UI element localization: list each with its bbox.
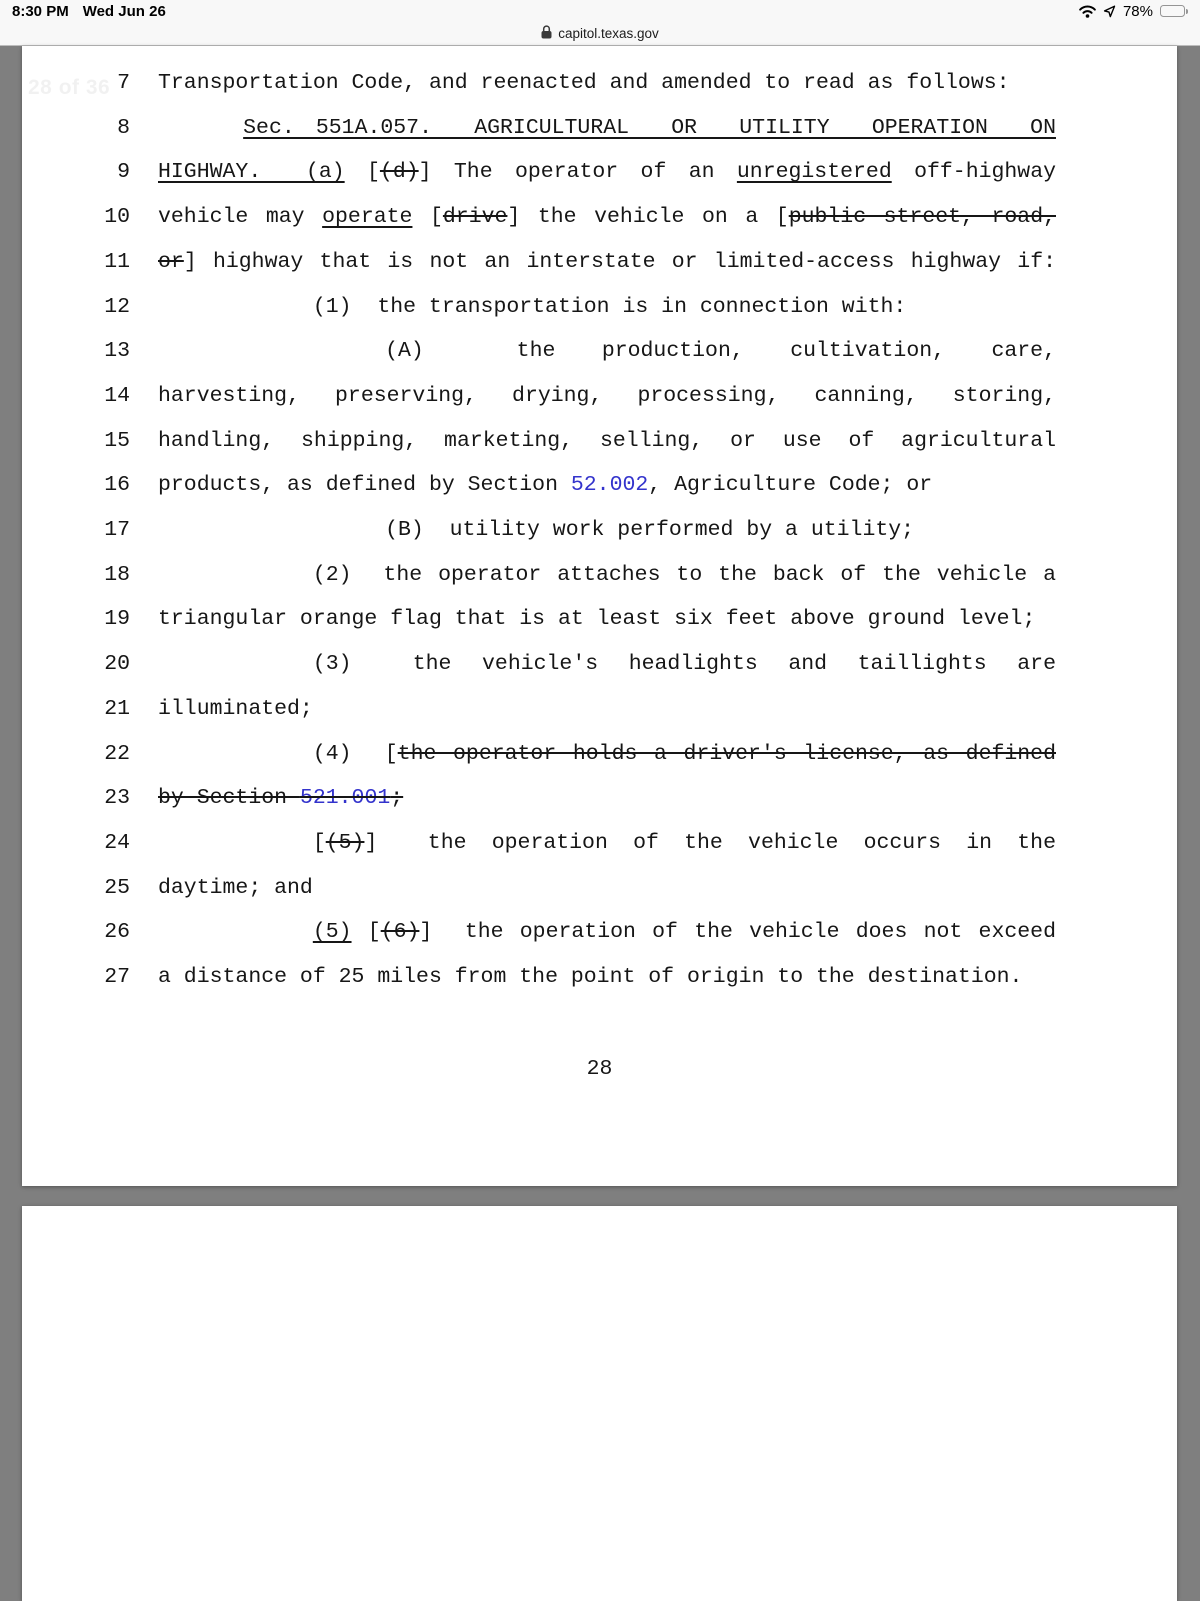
status-time: 8:30 PM [12, 2, 69, 20]
location-arrow-icon [1103, 5, 1116, 18]
doc-line-9 [22, 150, 1177, 195]
line-text: Transportation Code, and reenacted and amended to read as follows: [158, 71, 1010, 95]
line-number: 17 [104, 518, 130, 543]
line-text: (4) [the operator holds a driver's license, as defined [312, 741, 1056, 766]
status-date: Wed Jun 26 [82, 2, 166, 20]
line-number: 25 [104, 875, 130, 900]
line-text: or] highway that is not an interstate or limited-access highway if: [158, 249, 1056, 274]
line-number: 11 [104, 249, 130, 274]
doc-line-14 [22, 374, 1177, 419]
line-text: illuminated; [158, 696, 313, 721]
line-number: 12 [104, 294, 130, 319]
line-text: products, as defined by Section 52.002, Agriculture Code; or [158, 473, 933, 498]
line-number: 15 [104, 428, 130, 453]
line-number: 24 [104, 830, 130, 855]
line-number: 20 [104, 652, 130, 677]
statute-link[interactable]: 521.001 [299, 786, 391, 811]
doc-line-13 [22, 329, 1177, 374]
doc-line-19 [22, 597, 1177, 642]
url-text: capitol.texas.gov [558, 26, 659, 41]
line-text: by Section 521.001; [158, 786, 404, 811]
line-number: 16 [104, 473, 130, 498]
line-text: (5) [(6)] the operation of the vehicle does not exceed [312, 920, 1056, 945]
doc-line-26 [22, 910, 1177, 955]
doc-line-11 [22, 240, 1177, 285]
line-number: 14 [104, 383, 130, 408]
line-text: [(5)] the operation of the vehicle occurs in the [312, 830, 1056, 855]
page-indicator-overlay: 28 of 36 [28, 76, 111, 99]
doc-line-23 [22, 776, 1177, 821]
line-text: harvesting, preserving, drying, processing, canning, storing, [158, 383, 1056, 408]
line-text: triangular orange flag that is at least six feet above ground level; [158, 607, 1036, 632]
line-text: handling, shipping, marketing, selling, or use of agricultural [158, 428, 1056, 453]
doc-line-18 [22, 553, 1177, 598]
doc-line-17 [22, 508, 1177, 553]
battery-icon [1160, 5, 1188, 17]
line-text: (B) utility work performed by a utility; [385, 518, 915, 543]
doc-line-16 [22, 463, 1177, 508]
line-text: HIGHWAY. (a) [(d)] The operator of an unregistered off-highway [158, 160, 1056, 185]
doc-line-27 [22, 955, 1177, 1000]
pdf-viewer[interactable] [0, 46, 1200, 1601]
battery-percent: 78% [1122, 2, 1153, 20]
line-text: daytime; and [158, 875, 313, 900]
line-number: 21 [104, 696, 130, 721]
line-text: (A) the production, cultivation, care, [385, 339, 1056, 364]
doc-line-20 [22, 642, 1177, 687]
url-bar[interactable] [0, 22, 1200, 45]
line-text: (1) the transportation is in connection with: [312, 294, 907, 319]
line-text: vehicle may operate [drive] the vehicle on a [public street, road, [158, 205, 1056, 230]
line-number: 8 [117, 115, 130, 140]
line-number: 9 [117, 160, 130, 185]
line-text: Sec. 551A.057. AGRICULTURAL OR UTILITY OPERATION ON [243, 115, 1056, 140]
pdf-page-28 [22, 46, 1177, 1186]
doc-line-22 [22, 732, 1177, 777]
line-text: (3) the vehicle's headlights and taillights are [312, 652, 1056, 677]
line-number: 22 [104, 741, 130, 766]
line-number: 13 [104, 339, 130, 364]
line-number: 19 [104, 607, 130, 632]
doc-line-21 [22, 687, 1177, 732]
doc-line-24 [22, 821, 1177, 866]
line-text: a distance of 25 miles from the point of origin to the destination. [158, 965, 1023, 990]
lock-icon [541, 25, 552, 42]
doc-line-8 [22, 106, 1177, 151]
page-number: 28 [586, 1056, 613, 1081]
line-number: 10 [104, 205, 130, 230]
document-lines [22, 46, 1177, 1000]
line-number: 18 [104, 562, 130, 587]
browser-chrome [0, 0, 1200, 46]
doc-line-15 [22, 419, 1177, 464]
line-number: 7 [117, 71, 130, 95]
line-number: 26 [104, 920, 130, 945]
line-number: 23 [104, 786, 130, 811]
doc-line-25 [22, 866, 1177, 911]
doc-line-10 [22, 195, 1177, 240]
pdf-page-29-partial [22, 1206, 1177, 1601]
wifi-icon [1079, 5, 1096, 18]
doc-line-7 [22, 61, 1177, 106]
line-text: (2) the operator attaches to the back of the vehicle a [312, 562, 1056, 587]
status-bar [0, 0, 1200, 22]
doc-line-12 [22, 285, 1177, 330]
line-number: 27 [104, 965, 130, 990]
statute-link[interactable]: 52.002 [570, 473, 649, 498]
